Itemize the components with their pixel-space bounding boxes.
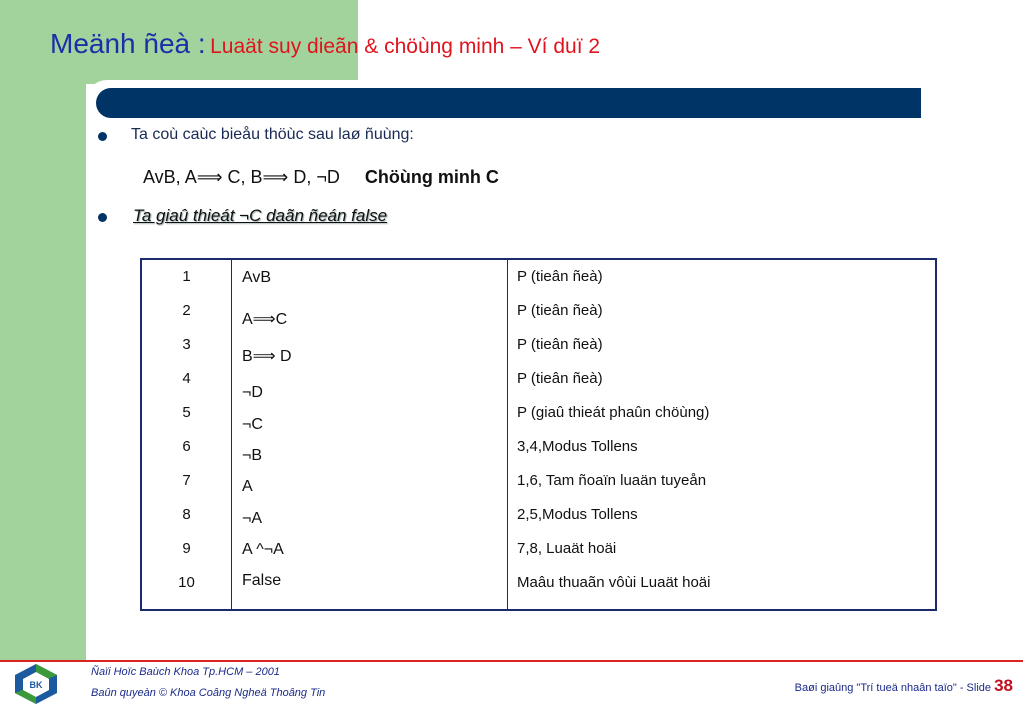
footer-divider: [0, 660, 1023, 662]
slide-number: 38: [994, 676, 1013, 695]
bullet-icon: [98, 132, 107, 141]
step-reason: 2,5,Modus Tollens: [517, 506, 638, 523]
step-expression: A⟹C: [242, 311, 288, 328]
step-reason: 1,6, Tam ñoaïn luaän tuyeån: [517, 472, 707, 489]
logo-text: BK: [29, 680, 43, 690]
premises-line: [143, 167, 499, 188]
step-number: 4: [182, 370, 191, 387]
step-expression: AvB: [242, 269, 272, 286]
step-number-column: [142, 260, 232, 609]
step-reason: 7,8, Luaät hoäi: [517, 540, 617, 557]
step-expression: ¬A: [242, 510, 263, 527]
step-number: 9: [182, 540, 191, 557]
step-number: 1: [182, 268, 191, 285]
footer-slide-info: [795, 676, 1013, 696]
step-expression: B⟹ D: [242, 348, 292, 365]
statement-line: Ta coù caùc bieåu thöùc sau laø ñuùng:: [131, 126, 414, 143]
step-reason: P (giaû thieát phaûn chöùng): [517, 404, 710, 421]
step-expression: False: [242, 572, 282, 589]
goal-text: Chöùng minh C: [364, 167, 499, 187]
proof-table: [140, 258, 937, 611]
step-reason: P (tieân ñeà): [517, 268, 603, 285]
step-expression: A: [242, 478, 253, 495]
bullet-icon: [98, 213, 107, 222]
university-logo: [13, 663, 59, 705]
step-reason: P (tieân ñeà): [517, 336, 603, 353]
step-reason: P (tieân ñeà): [517, 370, 603, 387]
step-expression: A ^¬A: [242, 541, 284, 558]
step-reason: 3,4,Modus Tollens: [517, 438, 638, 455]
footer-copyright: Baûn quyeàn © Khoa Coâng Ngheä Thoâng Tin: [91, 687, 326, 699]
step-expression: ¬D: [242, 384, 263, 401]
title-sub: Luaät suy dieãn & chöùng minh – Ví duï 2: [210, 35, 601, 58]
expression-column: [232, 260, 508, 609]
assumption-line: Ta giaû thieát ¬C daãn ñeán false: [133, 206, 388, 225]
step-number: 3: [182, 336, 191, 353]
step-number: 6: [182, 438, 191, 455]
slide-label: Baøi giaûng "Trí tueä nhaân taïo" - Slide: [794, 682, 992, 694]
step-expression: ¬B: [242, 447, 263, 464]
slide-title: [50, 28, 600, 60]
step-expression: ¬C: [242, 416, 263, 433]
premises-text: AvB, A⟹ C, B⟹ D, ¬D: [143, 167, 340, 187]
step-number: 2: [182, 302, 191, 319]
title-main: Meänh ñeà :: [50, 28, 206, 59]
justification-column: [508, 260, 935, 609]
step-number: 5: [182, 404, 191, 421]
step-number: 8: [182, 506, 191, 523]
footer-institution: Ñaïi Hoïc Baùch Khoa Tp.HCM – 2001: [91, 666, 280, 678]
header-band: [96, 88, 921, 118]
left-green-panel: [0, 0, 86, 660]
step-number: 10: [178, 574, 195, 591]
step-reason: Maâu thuaãn vôùi Luaät hoäi: [517, 574, 711, 591]
step-number: 7: [182, 472, 191, 489]
step-reason: P (tieân ñeà): [517, 302, 603, 319]
